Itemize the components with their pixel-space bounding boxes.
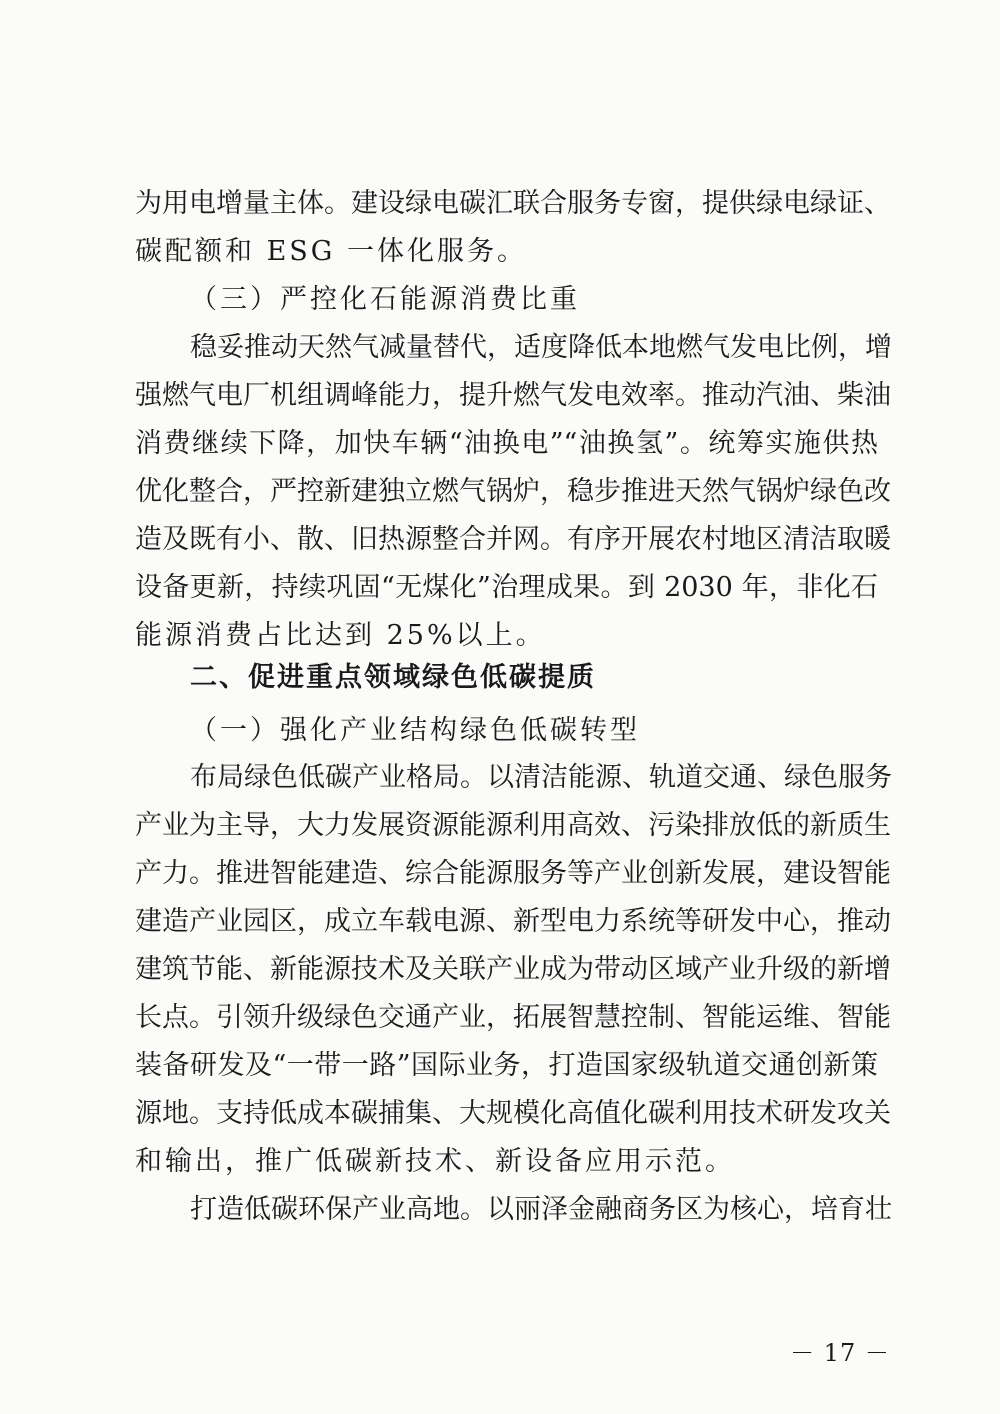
body-text-line: 强燃气电厂机组调峰能力，提升燃气发电效率。推动汽油、柴油 bbox=[135, 380, 891, 411]
body-text-line: 长点。引领升级绿色交通产业，拓展智慧控制、智能运维、智能 bbox=[135, 1002, 891, 1033]
body-text-line: 源地。支持低成本碳捕集、大规模化高值化碳利用技术研发攻关 bbox=[135, 1098, 891, 1129]
body-text-line: 建筑节能、新能源技术及关联产业成为带动区域产业升级的新增 bbox=[135, 954, 891, 985]
body-text-line: 稳妥推动天然气减量替代，适度降低本地燃气发电比例，增 bbox=[190, 332, 892, 363]
body-text-line: 打造低碳环保产业高地。以丽泽金融商务区为核心，培育壮 bbox=[190, 1194, 892, 1225]
body-text-line: 产力。推进智能建造、综合能源服务等产业创新发展，建设智能 bbox=[135, 858, 891, 889]
body-text-line: 装备研发及“一带一路”国际业务，打造国家级轨道交通创新策 bbox=[135, 1050, 878, 1081]
body-text-line: 设备更新，持续巩固“无煤化”治理成果。到 2030 年，非化石 bbox=[135, 572, 878, 603]
body-text-line: 为用电增量主体。建设绿电碳汇联合服务专窗，提供绿电绿证、 bbox=[135, 188, 891, 219]
body-text-line: 优化整合，严控新建独立燃气锅炉，稳步推进天然气锅炉绿色改 bbox=[135, 476, 891, 507]
page-number: － 17 － bbox=[790, 1339, 890, 1367]
body-text-line: 消费继续下降，加快车辆“油换电”“油换氢”。统筹实施供热 bbox=[135, 428, 878, 459]
body-text-line: 碳配额和 ESG 一体化服务。 bbox=[135, 236, 527, 267]
body-text-line: 能源消费占比达到 25%以上。 bbox=[135, 620, 546, 651]
section-subheading: （三）严控化石能源消费比重 bbox=[190, 284, 580, 315]
body-text-line: 造及既有小、散、旧热源整合并网。有序开展农村地区清洁取暖 bbox=[135, 524, 891, 555]
body-text-line: 建造产业园区，成立车载电源、新型电力系统等研发中心，推动 bbox=[135, 906, 891, 937]
section-subheading: （一）强化产业结构绿色低碳转型 bbox=[190, 715, 640, 746]
body-text-line: 布局绿色低碳产业格局。以清洁能源、轨道交通、绿色服务 bbox=[190, 762, 892, 793]
body-text-line: 和输出，推广低碳新技术、新设备应用示范。 bbox=[135, 1146, 735, 1177]
section-heading: 二、促进重点领域绿色低碳提质 bbox=[190, 662, 596, 693]
body-text-line: 产业为主导，大力发展资源能源利用高效、污染排放低的新质生 bbox=[135, 810, 891, 841]
